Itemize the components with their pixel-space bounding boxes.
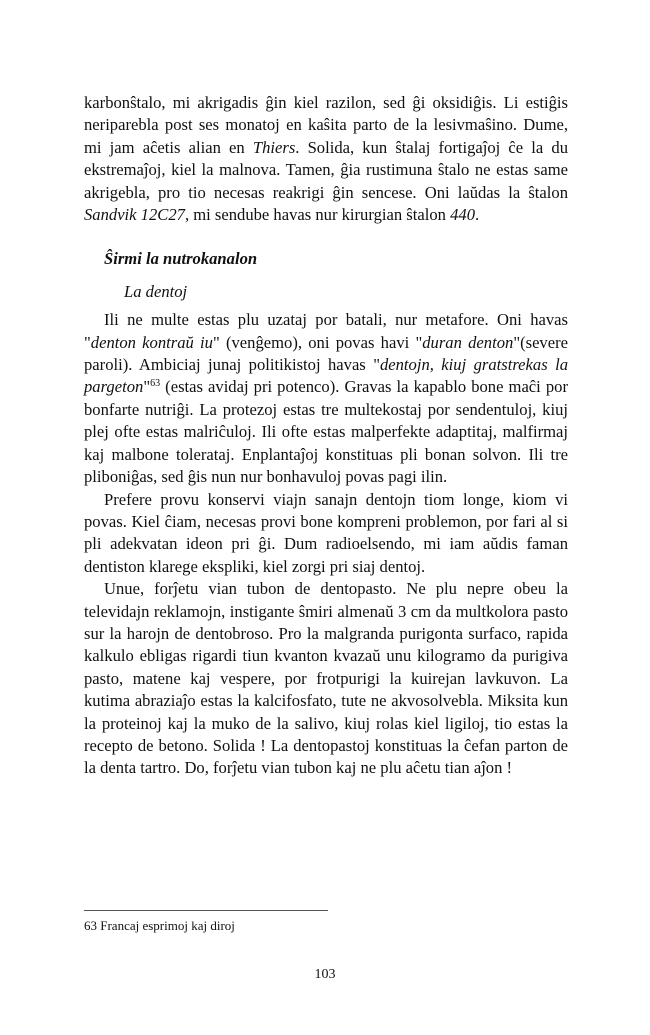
italic-phrase: duran denton — [422, 332, 514, 352]
italic-thiers: Thiers — [252, 137, 296, 157]
paragraph-text: Ili ne multe estas plu uzataj por batali, nur metafore. Oni havas " — [84, 310, 568, 352]
intro-text: . — [474, 205, 480, 225]
paragraph-text: (estas avidaj pri potenco). Gravas la kapablo bone maĉi por bonfarte nutriĝi. La protezoj estas tre multekostaj por sendentuloj, kiuj plej ofte estas malriĉuloj. Ili ofte estas malperfekte adaptitaj, malfirmaj kaj malbone tolerataj. Enplantaĵoj konstituas pli bonan solvon. Ili tre pliboniĝas, sed ĝis nun nur bonhavuloj povas pagi ilin. — [84, 377, 568, 487]
italic-sandvik: Sandvik 12C27 — [84, 205, 185, 225]
section-heading: Ŝirmi la nutrokanalon — [104, 249, 258, 269]
page-number: 103 — [314, 967, 336, 982]
italic-phrase: dentojn, kiuj gratstrekas la pargeton — [84, 355, 568, 397]
italic-440: 440 — [450, 205, 475, 225]
footnote-reference[interactable]: 63 — [150, 378, 161, 390]
intro-paragraph — [84, 92, 568, 226]
paragraph-text: "(severe paroli). Ambiciaj junaj politikistoj havas " — [84, 332, 568, 375]
paragraph-3: Unue, forĵetu vian tubon de dentopasto. Ne plu nepre obeu la televidajn reklamojn, instigante ŝmiri almenaŭ 3 cm da multkolora pasto sur la harojn de dentobroso. Pro la malgranda purigonta surfaco, rapida kalkulo ebligas rigardi tiun kvanton kvazaŭ unu kilogramo da purigiva pasto, matene kaj vespere, por frotpurigi la kuirejan lavkuvon. La kutima abraziaĵo estas la kalcifosfato, tute ne akvosolvebla. Miksita kun la proteinoj kaj la muko de la salivo, kiuj rolas kiel ligiloj, tio estas la recepto de betono. Solida ! La dentopastoj konstituas la ĉefan parton de la denta tartro. Do, forĵetu vian tubon kaj ne plu aĉetu tian aĵon ! — [84, 579, 568, 778]
subsection-heading: La dentoj — [124, 281, 188, 301]
intro-text: karbonŝtalo, mi akrigadis ĝin kiel razilon, sed ĝi oksidiĝis. Li estiĝis neriparebla post ses monatoj en kaŝita parto de la lesivmaŝino. Dume, mi jam aĉetis alian en — [84, 93, 568, 157]
paragraph-1 — [84, 309, 568, 488]
paragraph-text: " — [143, 377, 151, 397]
intro-text: , mi sendube havas nur kirurgian ŝtalon — [184, 205, 451, 225]
page-body — [84, 92, 568, 780]
paragraph-text: " (venĝemo), oni povas havi " — [212, 332, 423, 352]
italic-phrase: denton kontraŭ iu — [90, 332, 213, 352]
footnote: 63 Francaj esprimoj kaj diroj — [84, 918, 235, 933]
footnote-divider — [84, 910, 328, 911]
paragraph-2: Prefere provu konservi viajn sanajn dentojn tiom longe, kiom vi povas. Kiel ĉiam, necesas provi bone kompreni problemon, por fari al si pli adekvatan ideon pri ĝi. Dum radioelsendo, mi iam aŭdis faman dentiston klarege ekspliki, kiel zorgi pri siaj dentoj. — [84, 489, 568, 576]
intro-text: . Solida, kun ŝtalaj fortigaĵoj ĉe la du ekstremaĵoj, kiel la malnova. Tamen, ĝia rustimuna ŝtalo ne estas same akrigebla, pro tio necesas reakrigi ĝin sencese. Oni laŭdas la ŝtalon — [84, 137, 569, 202]
